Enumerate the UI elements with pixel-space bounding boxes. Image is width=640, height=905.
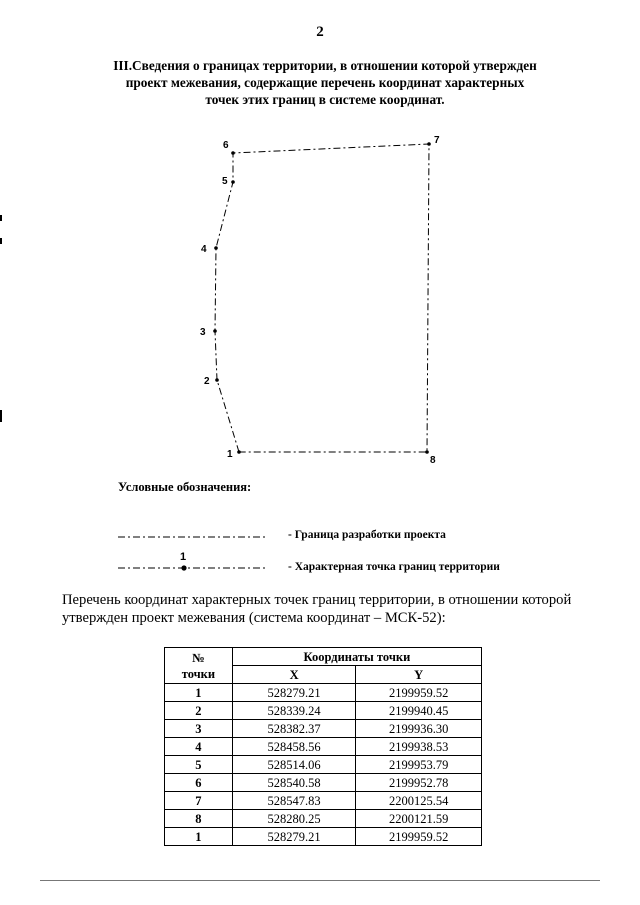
header-num-symbol: № [192,650,205,665]
cell-point: 8 [165,810,233,828]
point-label-8: 8 [430,455,436,466]
boundary-point-5 [231,180,235,184]
point-label-4: 4 [201,244,207,255]
cell-point: 1 [165,828,233,846]
scan-edge-mark [0,238,2,244]
heading-line-1: III.Сведения о границах территории, в отношении которой утвержден [113,58,537,73]
boundary-points [213,142,431,454]
header-num-label: точки [181,666,216,681]
cell-x: 528540.58 [232,774,356,792]
cell-point: 1 [165,684,233,702]
page-bottom-rule [40,880,600,881]
legend-point-dot [181,565,186,570]
heading-line-2: проект межевания, содержащие перечень координат характерных [125,75,525,90]
scan-edge-mark [0,410,2,422]
cell-x: 528279.21 [232,828,356,846]
header-point-number [165,648,233,684]
cell-y: 2199953.79 [356,756,482,774]
legend-boundary-text: - Граница разработки проекта [288,529,446,541]
table-row [165,810,482,828]
table-row [165,738,482,756]
legend-point [116,552,576,582]
boundary-point-3 [213,329,217,333]
coordinates-intro [62,591,602,627]
cell-point: 5 [165,756,233,774]
cell-point: 4 [165,738,233,756]
cell-point: 2 [165,702,233,720]
table-header-row [165,648,482,666]
legend-point-line [116,552,276,582]
coordinates-table [164,647,482,846]
cell-y: 2199940.45 [356,702,482,720]
cell-x: 528458.56 [232,738,356,756]
cell-point: 7 [165,792,233,810]
cell-y: 2200121.59 [356,810,482,828]
boundary-point-7 [427,142,431,146]
intro-line-1: Перечень координат характерных точек границ территории, в отношении которой [62,592,572,608]
table-row [165,702,482,720]
point-label-5: 5 [222,176,228,187]
boundary-point-8 [425,450,429,454]
cell-x: 528339.24 [232,702,356,720]
cell-x: 528280.25 [232,810,356,828]
page-number: 2 [316,24,324,40]
legend-title: Условные обозначения: [118,480,252,494]
table-row [165,792,482,810]
intro-line-2: утвержден проект межевания (система координат – МСК-52): [62,610,446,626]
point-label-3: 3 [200,327,206,338]
cell-y: 2199959.52 [356,828,482,846]
point-label-2: 2 [204,376,210,387]
cell-point: 3 [165,720,233,738]
boundary-line [215,144,429,452]
cell-y: 2200125.54 [356,792,482,810]
header-x: X [232,666,356,684]
scan-edge-mark [0,215,2,221]
boundary-point-6 [231,151,235,155]
heading-line-3: точек этих границ в системе координат. [205,92,445,107]
legend-boundary-line [116,529,276,547]
table-row [165,720,482,738]
legend-boundary [116,529,536,547]
header-coordinates: Координаты точки [232,648,481,666]
legend-point-number: 1 [180,552,187,563]
cell-point: 6 [165,774,233,792]
cell-x: 528547.83 [232,792,356,810]
header-y: Y [356,666,482,684]
point-label-7: 7 [434,135,440,146]
cell-y: 2199938.53 [356,738,482,756]
table-row [165,684,482,702]
legend-point-text: - Характерная точка границ территории [288,561,500,573]
cell-x: 528279.21 [232,684,356,702]
boundary-point-1 [237,450,241,454]
table-row [165,756,482,774]
point-label-6: 6 [223,140,229,151]
table-row [165,828,482,846]
cell-y: 2199936.30 [356,720,482,738]
boundary-point-2 [215,378,219,382]
cell-x: 528514.06 [232,756,356,774]
table-row [165,774,482,792]
point-label-1: 1 [227,449,233,460]
cell-x: 528382.37 [232,720,356,738]
cell-y: 2199952.78 [356,774,482,792]
boundary-point-4 [214,246,218,250]
cell-y: 2199959.52 [356,684,482,702]
